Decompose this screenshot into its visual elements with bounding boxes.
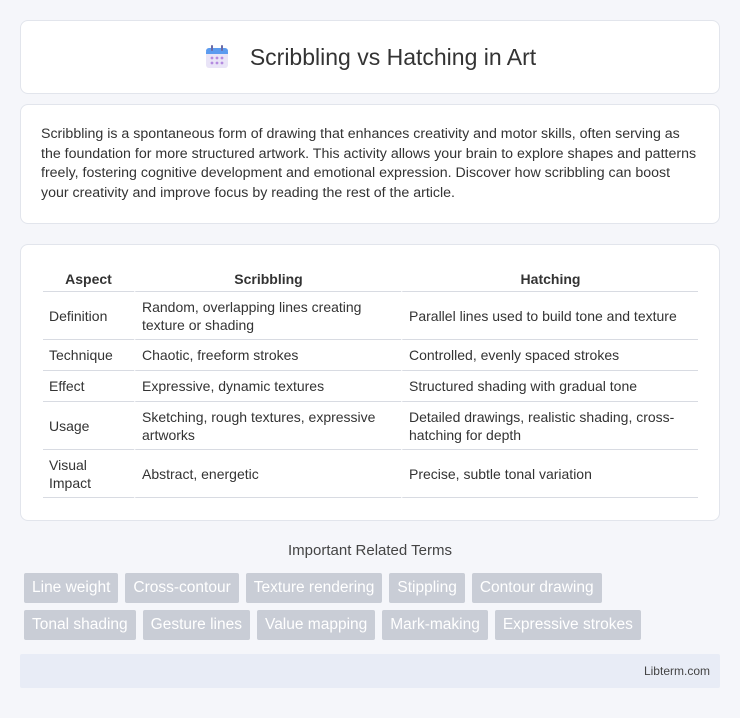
comparison-table-card — [20, 244, 720, 521]
cell-aspect: Technique — [43, 340, 134, 371]
cell-aspect: Effect — [43, 371, 134, 402]
table-row — [43, 402, 698, 450]
cell-aspect: Usage — [43, 402, 134, 450]
tag-row-1 — [24, 573, 724, 603]
cell-hatching: Structured shading with gradual tone — [401, 371, 698, 402]
cell-aspect: Visual Impact — [43, 450, 134, 498]
table-row — [43, 371, 698, 402]
cell-scribbling: Chaotic, freeform strokes — [134, 340, 401, 371]
cell-scribbling: Sketching, rough textures, expressive artworks — [134, 402, 401, 450]
header-scribbling: Scribbling — [134, 265, 401, 292]
cell-hatching: Parallel lines used to build tone and texture — [401, 292, 698, 340]
cell-hatching: Controlled, evenly spaced strokes — [401, 340, 698, 371]
tag-texture-rendering[interactable]: Texture rendering — [246, 573, 383, 603]
cell-scribbling: Expressive, dynamic textures — [134, 371, 401, 402]
cell-hatching: Detailed drawings, realistic shading, cross-hatching for depth — [401, 402, 698, 450]
tag-tonal-shading[interactable]: Tonal shading — [24, 610, 136, 640]
intro-paragraph: Scribbling is a spontaneous form of drawing that enhances creativity and motor skills, often serving as the foundation for more structured artwork. This activity allows your brain to explore shapes and patterns freely, fostering cognitive development and emotional expression. Discover how scribbling can boost your creativity and improve focus by reading the rest of the article. — [41, 126, 697, 201]
footer — [20, 654, 720, 688]
footer-brand[interactable]: Libterm.com — [643, 664, 710, 678]
header-hatching: Hatching — [401, 265, 698, 292]
table-row — [43, 450, 698, 498]
comparison-table — [43, 265, 698, 498]
intro-card — [20, 104, 720, 224]
page-title: Scribbling vs Hatching in Art — [249, 43, 537, 70]
tag-mark-making[interactable]: Mark-making — [382, 610, 488, 640]
table-row — [43, 292, 698, 340]
tag-expressive-strokes[interactable]: Expressive strokes — [495, 610, 641, 640]
cell-scribbling: Abstract, energetic — [134, 450, 401, 498]
header — [204, 44, 536, 71]
cell-aspect: Definition — [43, 292, 134, 340]
tag-contour-drawing[interactable]: Contour drawing — [472, 573, 602, 603]
header-card — [20, 20, 720, 94]
header-aspect: Aspect — [43, 265, 134, 292]
related-terms-title: Important Related Terms — [288, 542, 452, 559]
tag-line-weight[interactable]: Line weight — [24, 573, 118, 603]
tag-row-2 — [24, 610, 724, 640]
tag-gesture-lines[interactable]: Gesture lines — [143, 610, 250, 640]
tag-cross-contour[interactable]: Cross-contour — [125, 573, 238, 603]
calendar-icon — [204, 44, 230, 70]
related-terms-tags — [24, 573, 724, 647]
tag-stippling[interactable]: Stippling — [389, 573, 464, 603]
tag-value-mapping[interactable]: Value mapping — [257, 610, 375, 640]
cell-scribbling: Random, overlapping lines creating texture or shading — [134, 292, 401, 340]
table-row — [43, 340, 698, 371]
cell-hatching: Precise, subtle tonal variation — [401, 450, 698, 498]
table-header-row — [43, 265, 698, 292]
